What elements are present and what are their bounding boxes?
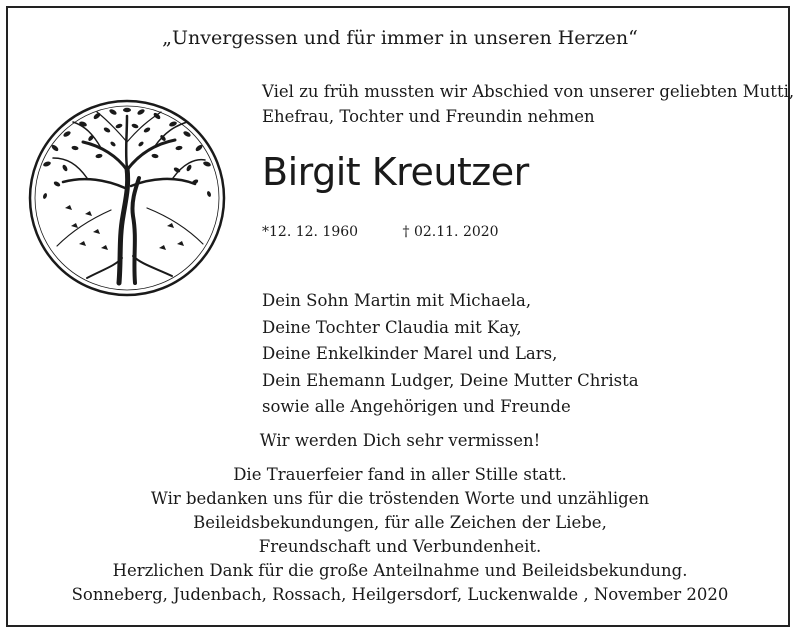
service-line: Wir bedanken uns für die tröstenden Worte und unzähligen <box>150 489 650 508</box>
thanks-line: Herzlichen Dank für die große Anteilnahme und Beileidsbekundung. <box>112 561 688 580</box>
death-date: † 02.11. 2020 <box>402 224 499 240</box>
miss-you-line: Wir werden Dich sehr vermissen! <box>259 431 541 450</box>
locations-line: Sonneberg, Judenbach, Rossach, Heilgersdorf, Luckenwalde , November 2020 <box>71 585 729 604</box>
intro-text <box>262 79 794 129</box>
intro-line: Viel zu früh mussten wir Abschied von unserer geliebten Mutti, <box>262 82 795 101</box>
mourner-line: Deine Enkelkinder Marel und Lars, <box>262 344 558 363</box>
mourner-line: Dein Ehemann Ludger, Deine Mutter Christa <box>262 370 639 390</box>
deceased-name: Birgit Kreutzer <box>262 150 529 194</box>
service-line: Beileidsbekundungen, für alle Zeichen der Liebe, <box>193 513 607 532</box>
closing-text <box>0 429 800 607</box>
mourner-line: Deine Tochter Claudia mit Kay, <box>262 317 522 337</box>
service-line: Die Trauerfeier fand in aller Stille statt. <box>233 465 567 484</box>
motto: „Unvergessen und für immer in unseren Herzen“ <box>162 27 638 49</box>
mourner-line: Dein Sohn Martin mit Michaela, <box>262 291 532 310</box>
birth-date: *12. 12. 1960 <box>262 224 359 240</box>
life-dates <box>262 224 499 240</box>
service-line: Freundschaft und Verbundenheit. <box>258 537 542 556</box>
mourner-line: sowie alle Angehörigen und Freunde <box>262 397 571 416</box>
intro-line: Ehefrau, Tochter und Freundin nehmen <box>262 107 595 126</box>
mourners-list <box>262 288 639 421</box>
tree-of-life-icon <box>27 98 227 298</box>
